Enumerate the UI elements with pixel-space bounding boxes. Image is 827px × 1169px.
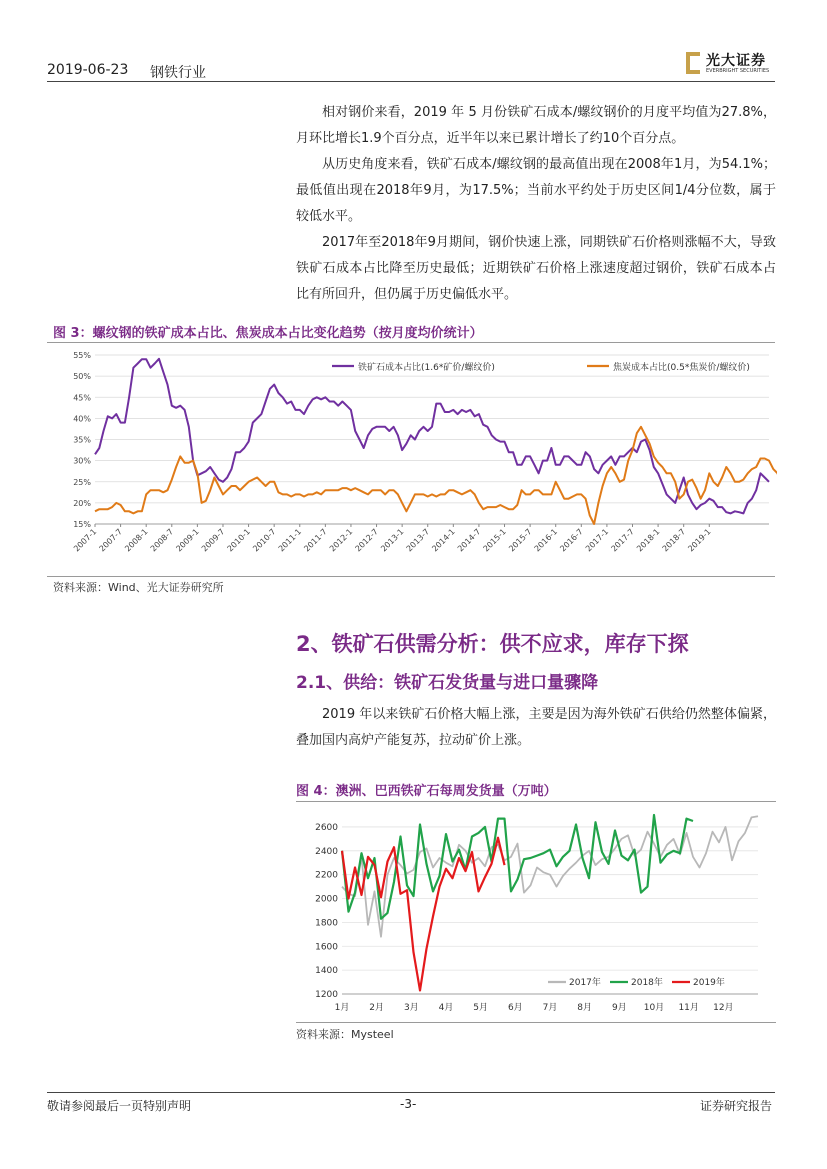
figure-4-top-rule (296, 801, 776, 802)
x-tick-label: 2月 (369, 1003, 385, 1013)
x-tick-label: 8月 (577, 1003, 593, 1013)
series-line-2 (95, 427, 777, 524)
y-tick-label: 1400 (315, 966, 338, 977)
paragraph-3: 2017年至2018年9月期间，钢价快速上涨，同期铁矿石价格则涨幅不大，导致铁矿石成本占比降至历史最低；近期铁矿石价格上涨速度超过钢价，铁矿石成本占比有所回升，但仍属于历史偏低水平。 (296, 235, 776, 302)
logo-cn-text: 光大证券 (706, 53, 766, 69)
x-tick-label: 2018-7 (660, 527, 688, 554)
x-tick-label: 9月 (611, 1003, 627, 1013)
x-tick-label: 2018-1 (635, 527, 662, 554)
y-tick-label: 2200 (315, 870, 338, 881)
x-tick-label: 2011-1 (276, 527, 304, 554)
figure-3-chart (47, 345, 777, 575)
x-tick-label: 2015-7 (507, 527, 534, 554)
footer-divider (47, 1092, 775, 1093)
figure-4-chart (296, 805, 776, 1020)
legend-label: 焦炭成本占比(0.5*焦炭价/螺纹价) (613, 363, 750, 373)
x-tick-label: 11月 (678, 1003, 699, 1013)
x-tick-label: 7月 (542, 1003, 558, 1013)
y-tick-label: 55% (73, 351, 91, 360)
paragraph-4: 2019 年以来铁矿石价格大幅上涨，主要是因为海外铁矿石供给仍然整体偏紧，叠加国内高炉产能复苏，拉动矿价上涨。 (296, 707, 776, 748)
y-tick-label: 40% (73, 414, 91, 424)
x-tick-label: 4月 (438, 1003, 454, 1013)
x-tick-label: 1月 (334, 1003, 350, 1013)
x-tick-label: 2009-1 (174, 527, 201, 554)
x-tick-label: 2007-7 (97, 527, 125, 554)
x-tick-label: 2007-1 (72, 527, 99, 554)
figure-4-bottom-rule (296, 1022, 776, 1023)
x-tick-label: 2014-7 (455, 527, 483, 554)
legend-label: 2019年 (693, 978, 725, 988)
industry-label: 钢铁行业 (150, 65, 206, 81)
x-tick-label: 2017-1 (583, 527, 611, 554)
x-tick-label: 2010-1 (225, 527, 252, 554)
y-tick-label: 35% (73, 435, 91, 445)
x-tick-label: 2017-7 (609, 527, 636, 554)
figure-3-bottom-rule (47, 576, 775, 577)
x-tick-label: 2010-7 (251, 527, 278, 554)
y-tick-label: 15% (73, 520, 91, 529)
paragraph-2: 从历史角度来看，铁矿石成本/螺纹钢的最高值出现在2008年1月，为54.1%；最低值出现在2018年9月，为17.5%；当前水平约处于历史区间1/4分位数，属于较低水平。 (296, 157, 776, 224)
logo-icon (686, 52, 700, 74)
x-tick-label: 10月 (643, 1003, 665, 1013)
footer-disclaimer: 敬请参阅最后一页特别声明 (47, 1099, 192, 1113)
paragraph-1: 相对钢价来看，2019 年 5 月份铁矿石成本/螺纹钢价的月度平均值为27.8%，月环比增长1.9个百分点，近半年以来已累计增长了约10个百分点。 (296, 105, 776, 146)
x-tick-label: 2008-1 (123, 527, 150, 554)
legend-label: 铁矿石成本占比(1.6*矿价/螺纹价) (358, 363, 495, 373)
x-tick-label: 12月 (713, 1003, 734, 1013)
y-tick-label: 25% (73, 477, 91, 487)
x-tick-label: 2012-1 (327, 527, 355, 554)
x-tick-label: 2008-7 (148, 527, 176, 554)
y-tick-label: 1600 (315, 942, 338, 953)
x-tick-label: 2013-7 (404, 527, 432, 554)
y-tick-label: 2000 (315, 894, 338, 905)
header-divider (47, 81, 775, 82)
x-tick-label: 2016-7 (558, 527, 585, 554)
section-2-1-heading: 2.1、供给：铁矿石发货量与进口量骤降 (296, 673, 599, 693)
x-tick-label: 6月 (507, 1003, 523, 1013)
figure-3-top-rule (47, 342, 775, 343)
x-tick-label: 2016-1 (532, 527, 560, 554)
y-tick-label: 1200 (315, 990, 338, 1000)
y-tick-label: 20% (73, 498, 91, 508)
figure-3-source: 资料来源：Wind、光大证券研究所 (53, 581, 224, 594)
company-logo (686, 50, 786, 78)
y-tick-label: 1800 (315, 918, 338, 929)
legend-label: 2018年 (631, 978, 663, 988)
series-line-1 (95, 359, 769, 514)
footer-report-type: 证券研究报告 (700, 1099, 773, 1113)
page-number: -3- (400, 1097, 417, 1111)
y-tick-label: 45% (73, 393, 91, 403)
legend-label: 2017年 (569, 978, 601, 988)
x-tick-label: 5月 (473, 1003, 489, 1013)
x-tick-label: 2013-1 (379, 527, 406, 554)
x-tick-label: 2015-1 (481, 527, 508, 554)
figure-4-title: 图 4：澳洲、巴西铁矿石每周发货量（万吨） (296, 784, 557, 799)
x-tick-label: 2014-1 (430, 527, 457, 554)
y-tick-label: 2400 (315, 846, 338, 857)
figure-3-title: 图 3：螺纹钢的铁矿成本占比、焦炭成本占比变化趋势（按月度均价统计） (53, 326, 483, 341)
x-tick-label: 3月 (403, 1003, 419, 1013)
report-date: 2019-06-23 (47, 62, 129, 78)
series-line-2 (342, 815, 693, 919)
y-tick-label: 30% (73, 456, 91, 466)
logo-en-text: EVERBRIGHT SECURITIES (706, 68, 770, 74)
series-line-1 (342, 816, 758, 937)
y-tick-label: 50% (73, 372, 91, 382)
x-tick-label: 2009-7 (199, 527, 227, 554)
section-2-heading: 2、铁矿石供需分析：供不应求，库存下探 (296, 632, 689, 656)
figure-4-source: 资料来源：Mysteel (296, 1028, 394, 1041)
x-tick-label: 2012-7 (353, 527, 380, 554)
x-tick-label: 2011-7 (302, 527, 329, 554)
x-tick-label: 2019-1 (686, 527, 713, 554)
y-tick-label: 2600 (315, 822, 338, 833)
